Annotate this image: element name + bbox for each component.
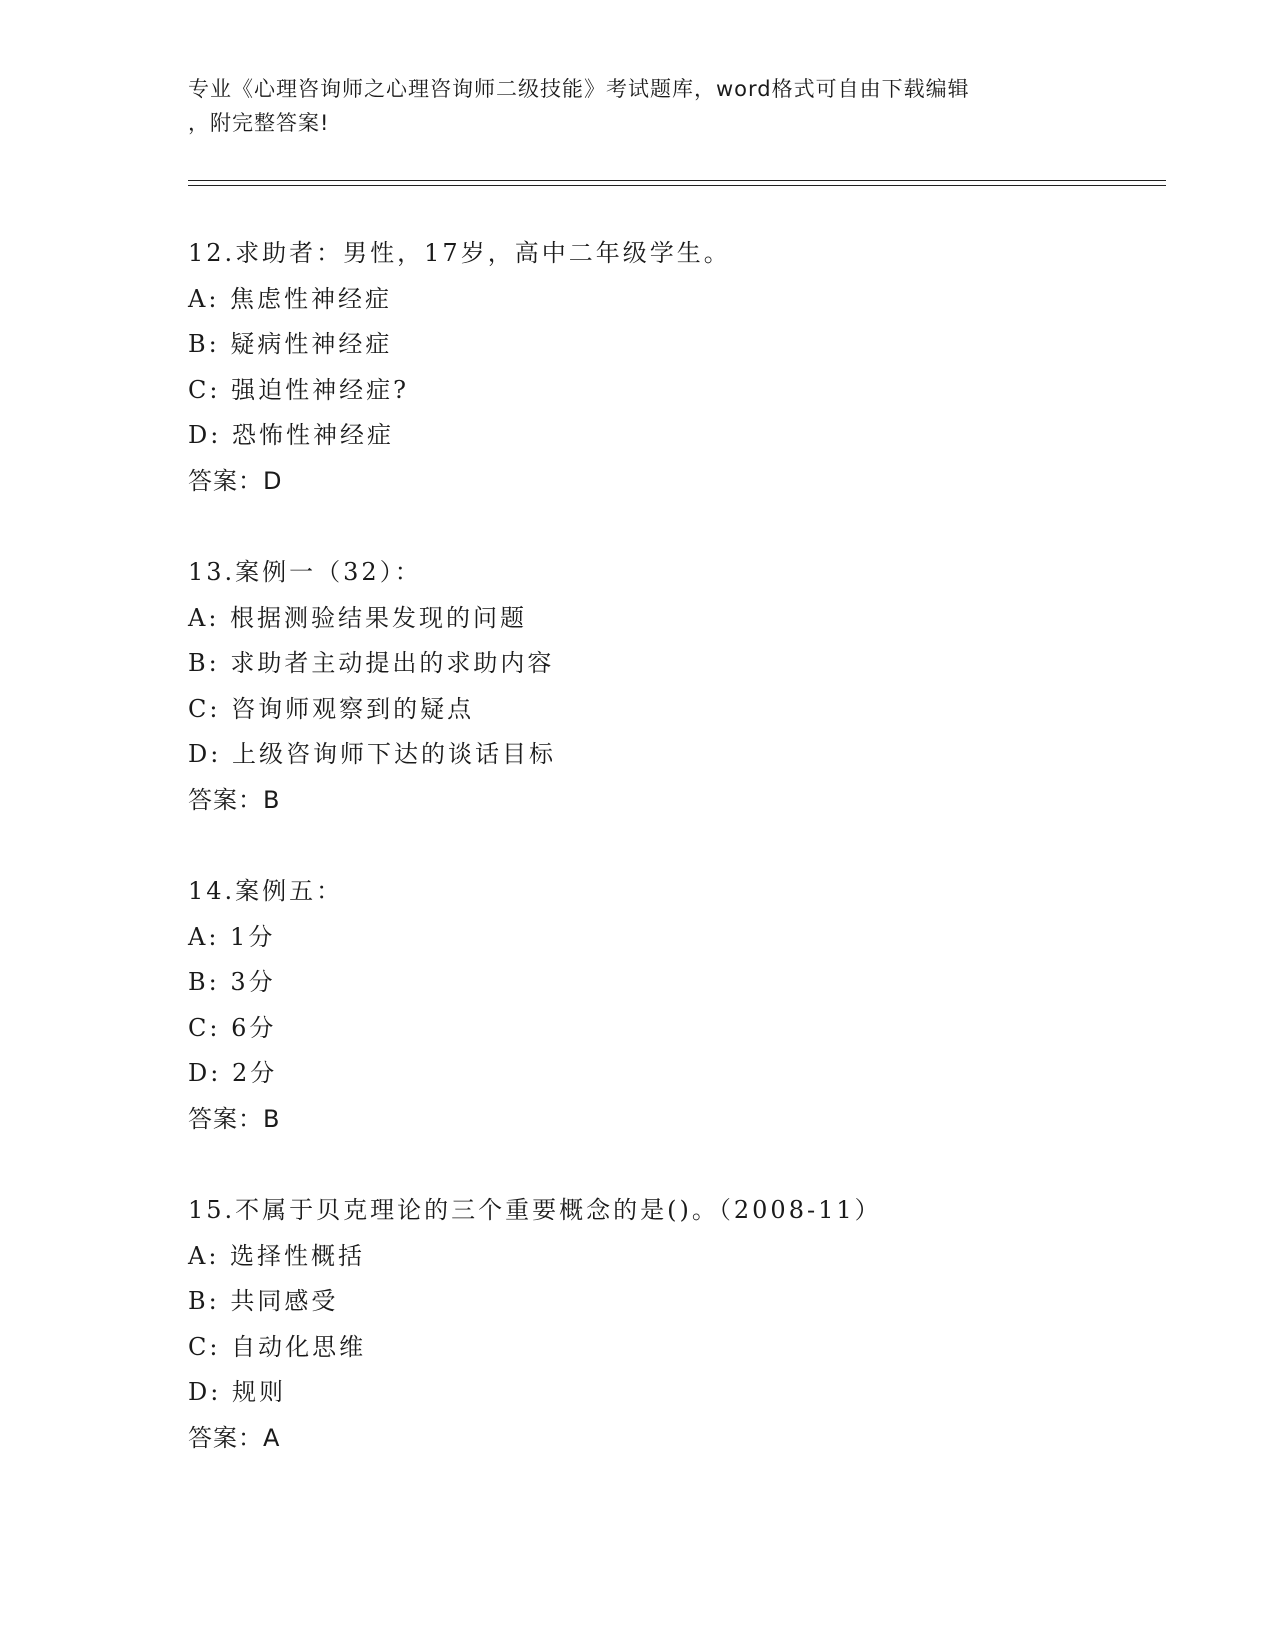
header-divider-bottom xyxy=(188,185,1166,186)
option-c: C: 自动化思维 xyxy=(188,1332,367,1361)
question-stem: 12.求助者：男性，17岁，高中二年级学生。 xyxy=(188,239,731,267)
question-15 xyxy=(188,1188,1148,1461)
header-line-2: ，附完整答案! xyxy=(188,111,330,135)
option-d: D: 规则 xyxy=(188,1378,286,1406)
option-a: A: 1分 xyxy=(188,922,276,951)
header-divider-top xyxy=(188,180,1166,181)
option-c: C: 强迫性神经症? xyxy=(188,375,409,404)
option-a: A: 根据测验结果发现的问题 xyxy=(188,603,528,632)
option-d: D: 2分 xyxy=(188,1059,278,1087)
option-d: D: 恐怖性神经症 xyxy=(188,421,394,449)
option-c: C: 咨询师观察到的疑点 xyxy=(188,694,475,723)
option-b: B: 疑病性神经症 xyxy=(188,330,393,358)
option-d: D: 上级咨询师下达的谈话目标 xyxy=(188,740,556,768)
answer-line: 答案：D xyxy=(188,466,283,495)
question-stem: 14.案例五： xyxy=(188,877,344,905)
option-a: A: 焦虑性神经症 xyxy=(188,284,393,313)
document-header xyxy=(188,72,1068,140)
question-12 xyxy=(188,231,1148,504)
header-line-1: 专业《心理咨询师之心理咨询师二级技能》考试题库，word格式可自由下载编辑 xyxy=(188,77,970,101)
answer-line: 答案：B xyxy=(188,785,281,814)
question-13 xyxy=(188,550,1148,823)
option-b: B: 3分 xyxy=(188,968,276,996)
option-c: C: 6分 xyxy=(188,1013,277,1042)
question-14 xyxy=(188,869,1148,1142)
option-b: B: 求助者主动提出的求助内容 xyxy=(188,649,555,677)
question-stem: 13.案例一（32）： xyxy=(188,558,422,586)
option-a: A: 选择性概括 xyxy=(188,1241,366,1270)
answer-line: 答案：B xyxy=(188,1104,281,1133)
question-stem: 15.不属于贝克理论的三个重要概念的是()。（2008-11） xyxy=(188,1196,882,1224)
option-b: B: 共同感受 xyxy=(188,1287,339,1315)
answer-line: 答案：A xyxy=(188,1423,281,1452)
